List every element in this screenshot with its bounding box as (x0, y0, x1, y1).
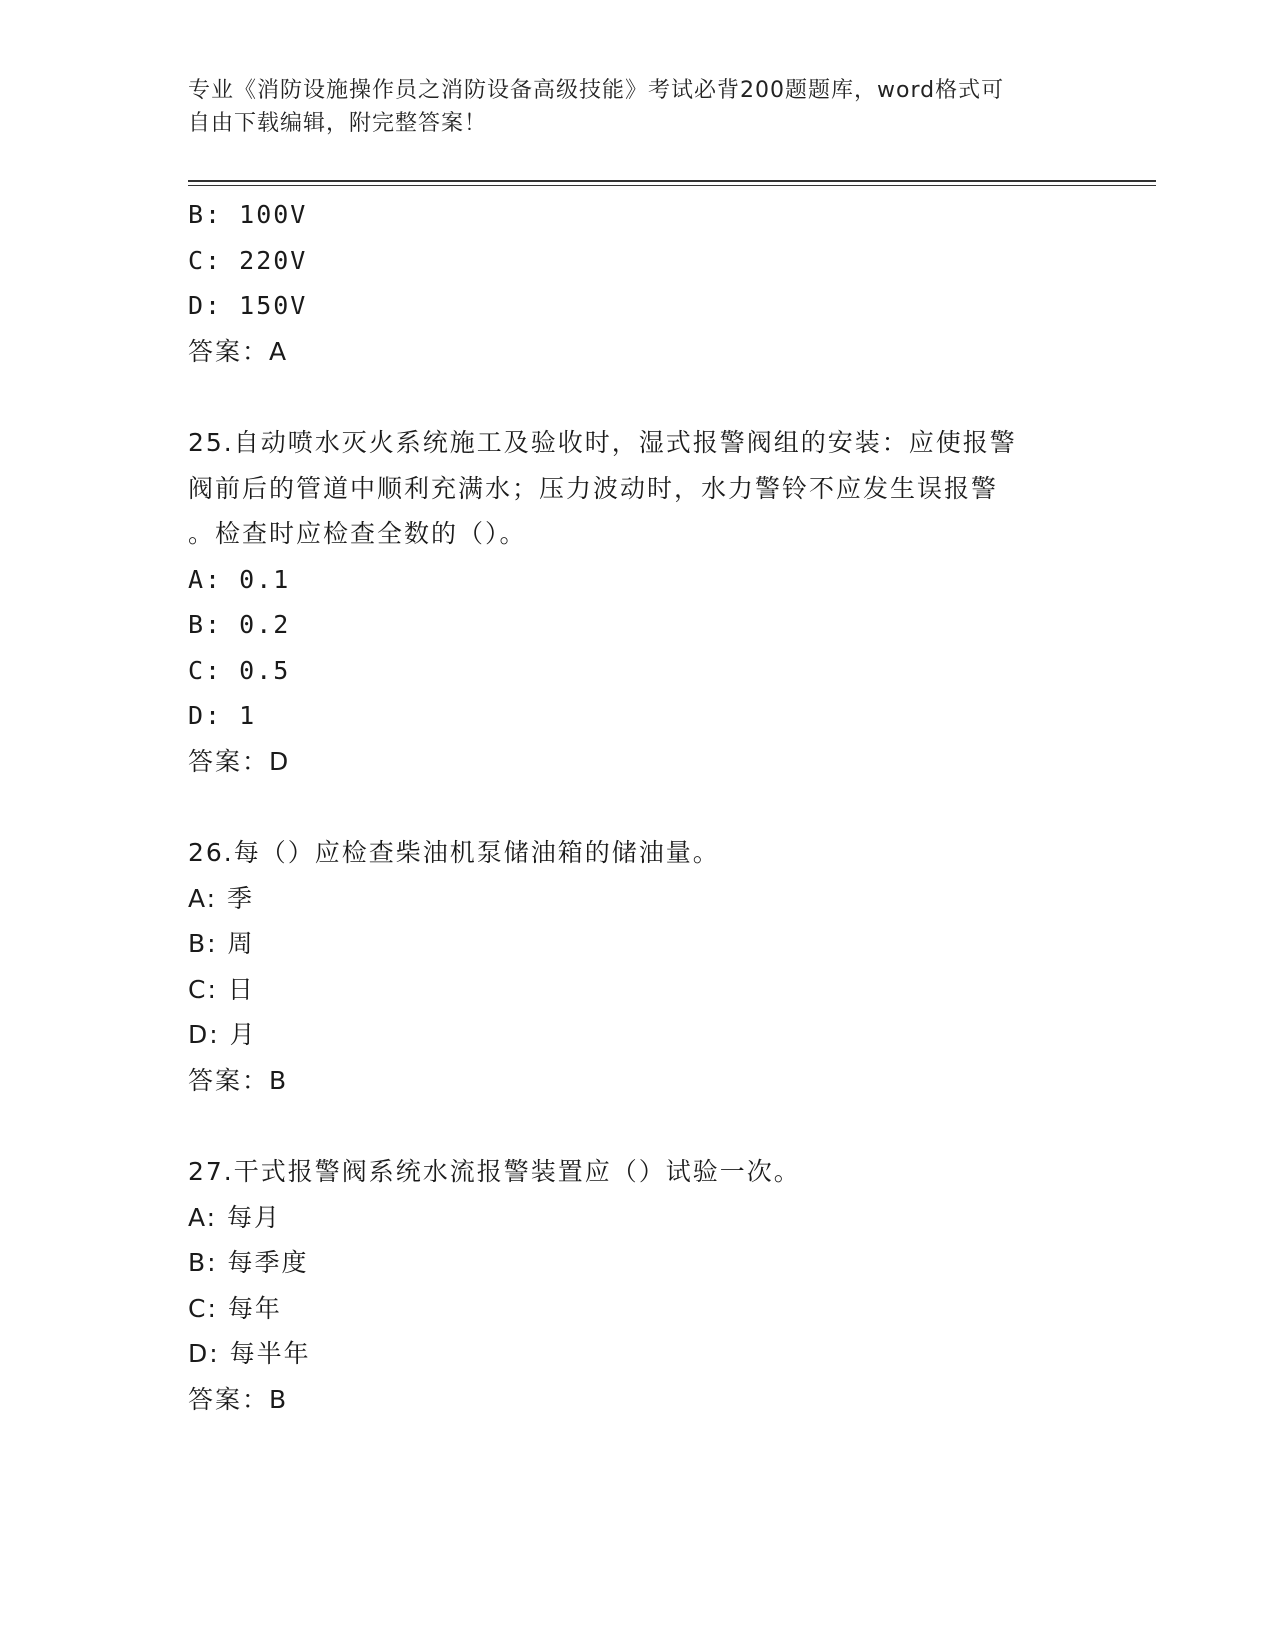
option-d: D: 月 (188, 1020, 257, 1049)
answer-line: 答案：B (188, 1065, 289, 1095)
option-b: B: 每季度 (188, 1248, 309, 1277)
answer-line: 答案：B (188, 1384, 289, 1414)
option-b: B: 周 (188, 929, 255, 958)
option-d: D: 1 (188, 701, 257, 730)
option-b: B: 100V (188, 200, 308, 229)
question-text: 26.每（）应检查柴油机泵储油箱的储油量。 (188, 838, 720, 867)
option-c: C: 日 (188, 974, 255, 1004)
question-text: 25.自动喷水灭火系统施工及验收时，湿式报警阀组的安装：应使报警 (188, 428, 1017, 457)
option-d: D: 每半年 (188, 1339, 311, 1368)
answer-line: 答案：A (188, 336, 289, 366)
document-header (188, 74, 1088, 140)
option-c: C: 220V (188, 245, 308, 275)
answer-line: 答案：D (188, 746, 291, 776)
question-text: 。检查时应检查全数的（）。 (188, 519, 527, 548)
question-25 (188, 420, 1088, 784)
option-a: A: 每月 (188, 1202, 282, 1232)
header-line-1: 专业《消防设施操作员之消防设备高级技能》考试必背200题题库，word格式可 (188, 78, 1005, 103)
previous-question-tail (188, 192, 1088, 374)
option-a: A: 0.1 (188, 564, 291, 594)
option-d: D: 150V (188, 291, 308, 320)
option-c: C: 每年 (188, 1293, 282, 1323)
question-text: 27.干式报警阀系统水流报警装置应（）试验一次。 (188, 1157, 801, 1186)
question-text: 阀前后的管道中顺利充满水；压力波动时，水力警铃不应发生误报警 (188, 473, 999, 503)
question-list (188, 192, 1088, 1422)
header-divider-thick (188, 180, 1156, 182)
option-b: B: 0.2 (188, 610, 291, 639)
header-divider-thin (188, 185, 1156, 186)
option-c: C: 0.5 (188, 655, 291, 685)
option-a: A: 季 (188, 883, 255, 913)
question-27 (188, 1149, 1088, 1422)
header-line-2: 自由下载编辑，附完整答案！ (188, 111, 488, 136)
question-26 (188, 830, 1088, 1103)
